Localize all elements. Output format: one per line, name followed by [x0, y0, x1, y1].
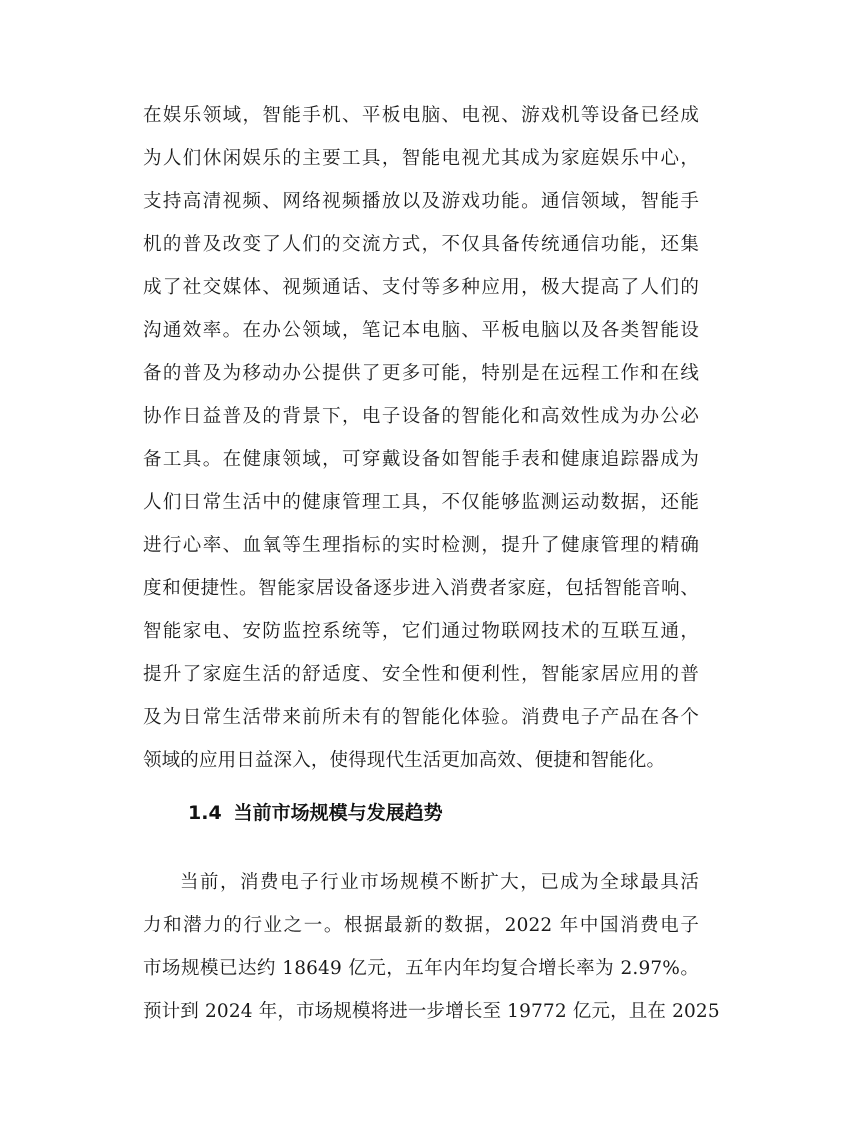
- paragraph-line: 智能家电、安防监控系统等，它们通过物联网技术的互联互通，: [143, 621, 699, 642]
- paragraph-line: 力和潜力的行业之一。根据最新的数据，2022 年中国消费电子: [143, 915, 699, 936]
- paragraph-line: 支持高清视频、网络视频播放以及游戏功能。通信领域，智能手: [143, 191, 699, 212]
- paragraph-line: 沟通效率。在办公领域，笔记本电脑、平板电脑以及各类智能设: [143, 320, 699, 341]
- section-number: 1.4: [188, 802, 222, 824]
- paragraph-line: 协作日益普及的背景下，电子设备的智能化和高效性成为办公必: [143, 406, 699, 427]
- paragraph-line: 备工具。在健康领域，可穿戴设备如智能手表和健康追踪器成为: [143, 449, 699, 470]
- paragraph-line: 度和便捷性。智能家居设备逐步进入消费者家庭，包括智能音响、: [143, 578, 699, 599]
- section-heading: [188, 797, 443, 829]
- paragraph-line: 及为日常生活带来前所未有的智能化体验。消费电子产品在各个: [143, 707, 699, 728]
- paragraph-line: 备的普及为移动办公提供了更多可能，特别是在远程工作和在线: [143, 363, 699, 384]
- paragraph-line: 人们日常生活中的健康管理工具，不仅能够监测运动数据，还能: [143, 492, 699, 513]
- paragraph-line: 提升了家庭生活的舒适度、安全性和便利性，智能家居应用的普: [143, 664, 699, 685]
- section-title: 当前市场规模与发展趋势: [233, 802, 443, 824]
- paragraph-line: 当前，消费电子行业市场规模不断扩大，已成为全球最具活: [180, 872, 699, 893]
- paragraph-line: 进行心率、血氧等生理指标的实时检测，提升了健康管理的精确: [143, 535, 699, 556]
- paragraph-line: 成了社交媒体、视频通话、支付等多种应用，极大提高了人们的: [143, 277, 699, 298]
- paragraph-line: 为人们休闲娱乐的主要工具，智能电视尤其成为家庭娱乐中心，: [143, 148, 699, 169]
- paragraph-line: 预计到 2024 年，市场规模将进一步增长至 19772 亿元，且在 2025: [143, 1001, 720, 1022]
- paragraph-line: 在娱乐领域，智能手机、平板电脑、电视、游戏机等设备已经成: [143, 105, 699, 126]
- paragraph-line: 市场规模已达约 18649 亿元，五年内年均复合增长率为 2.97%。: [143, 958, 699, 979]
- paragraph-line: 领域的应用日益深入，使得现代生活更加高效、便捷和智能化。: [143, 750, 666, 771]
- paragraph-line: 机的普及改变了人们的交流方式，不仅具备传统通信功能，还集: [143, 234, 699, 255]
